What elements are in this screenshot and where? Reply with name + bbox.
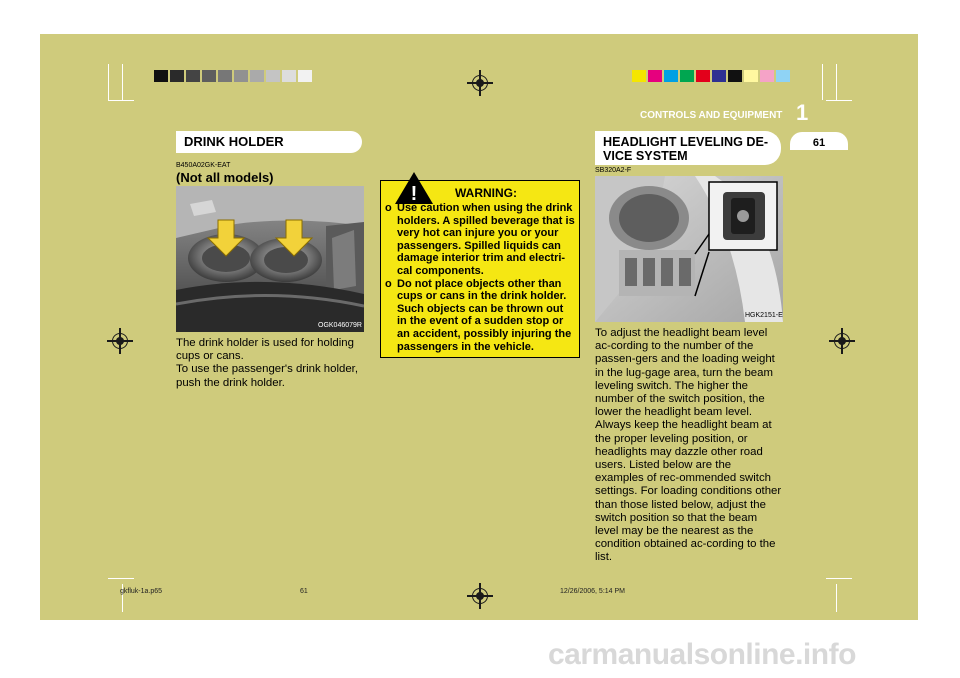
color-swatch	[776, 70, 790, 82]
section-code: B450A02GK-EAT	[176, 162, 231, 169]
warning-item-text: Do not place objects other than cups or cans in the drink holder. Such objects can be thrown out in the event of a sudden stop or an accident, possibly injuring the passengers in the vehicle.	[397, 277, 572, 353]
registration-mark-icon	[472, 588, 488, 604]
registration-mark-icon	[112, 333, 128, 349]
color-swatch	[632, 70, 646, 82]
warning-title: WARNING:	[455, 186, 517, 200]
registration-mark-icon	[834, 333, 850, 349]
image-label: OGK046079R	[318, 322, 362, 329]
chapter-number: 1	[796, 100, 809, 125]
watermark: carmanualsonline.info	[548, 638, 856, 671]
crop-mark	[826, 578, 852, 579]
color-swatch	[680, 70, 694, 82]
color-swatch	[744, 70, 758, 82]
warning-box	[380, 180, 580, 358]
color-swatch	[760, 70, 774, 82]
warning-item-text: Use caution when using the drink holders. A spilled beverage that is very hot can injure you or your passengers. Spilled liquids can damage interior trim and electri-cal components.	[397, 202, 575, 277]
gray-swatch	[234, 70, 248, 82]
crop-mark	[822, 64, 823, 100]
page-number: 61	[790, 132, 848, 150]
bullet: o	[385, 277, 392, 290]
crop-mark	[122, 64, 123, 100]
title-line: HEADLIGHT LEVELING DE-	[603, 135, 769, 149]
footer-timestamp: 12/26/2006, 5:14 PM	[560, 588, 625, 595]
footer-file: gkfluk-1a.p65	[120, 588, 163, 595]
drink-holder-photo	[176, 186, 364, 332]
gray-swatch	[202, 70, 216, 82]
registration-mark-icon	[472, 75, 488, 91]
crop-mark	[836, 584, 837, 612]
svg-text:!: !	[410, 183, 418, 205]
body-paragraph: To use the passenger's drink holder, push the drink holder.	[176, 363, 359, 389]
gray-swatch	[154, 70, 168, 82]
headlight-switch-photo	[595, 176, 783, 322]
footer-page: 61	[300, 588, 308, 595]
gray-swatch	[282, 70, 296, 82]
bullet: o	[385, 202, 392, 214]
section-code: SB320A2-F	[595, 167, 632, 174]
headlight-body: To adjust the headlight beam level ac-cording to the number of the passen-gers and the loading weight in the lug-gage area, turn the beam leveling switch. The higher the number of the switch position, the lower the headlight beam level. Always keep the headlight beam at the proper leveling position, or headlights may dazzle other road users. Listed below are the examples of rec-ommended switch settings. For loading conditions other than those listed below, adjust the switch position so that the beam level may be the nearest as the condition obtained ac-cording to the list.	[595, 327, 782, 564]
gray-swatch	[218, 70, 232, 82]
warning-item	[381, 202, 575, 278]
section-subtitle: (Not all models)	[176, 170, 274, 185]
color-swatch	[728, 70, 742, 82]
drink-holder-body	[176, 337, 364, 390]
crop-mark	[108, 578, 134, 579]
color-swatch	[712, 70, 726, 82]
chapter-label: CONTROLS AND EQUIPMENT	[640, 110, 783, 121]
warning-list	[381, 202, 575, 353]
color-swatch	[648, 70, 662, 82]
crop-mark	[108, 64, 109, 100]
section-title-drink-holder: DRINK HOLDER	[176, 131, 362, 153]
crop-mark	[826, 100, 852, 101]
gray-swatch	[186, 70, 200, 82]
warning-item	[381, 278, 575, 354]
crop-mark	[108, 100, 134, 101]
gray-swatch	[250, 70, 264, 82]
title-line: VICE SYSTEM	[603, 149, 688, 163]
gray-swatch	[266, 70, 280, 82]
crop-mark	[836, 64, 837, 100]
section-title-headlight-leveling	[595, 131, 781, 165]
gray-swatch	[170, 70, 184, 82]
gray-swatch	[298, 70, 312, 82]
body-paragraph: The drink holder is used for holding cups or cans.	[176, 337, 354, 363]
image-label: HGK2151-E	[745, 312, 783, 319]
color-swatch	[664, 70, 678, 82]
color-swatch	[696, 70, 710, 82]
